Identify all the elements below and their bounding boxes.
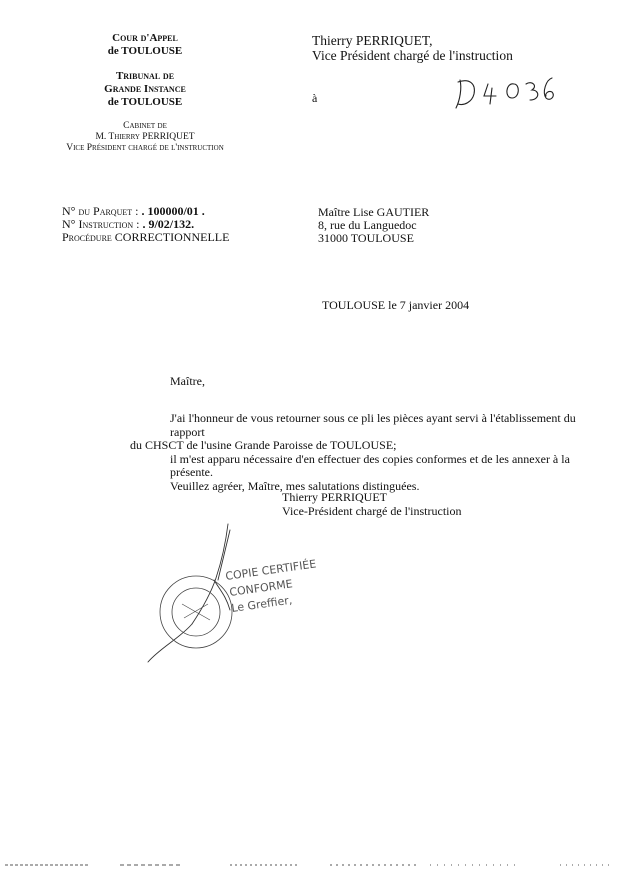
- sender-name: Thierry PERRIQUET,: [312, 33, 433, 48]
- greeting: Maître,: [170, 374, 205, 388]
- parquet-label: N° du Parquet :: [62, 204, 142, 218]
- court-line-2: de TOULOUSE: [107, 45, 183, 57]
- cabinet-line-1: Cabinet de: [123, 121, 167, 131]
- body-paragraph-1: J'ai l'honneur de vous retourner sous ce pli les pièces ayant servi à l'établissement du rapport: [170, 411, 576, 439]
- handwritten-reference: [450, 70, 560, 110]
- signature-name: Thierry PERRIQUET: [282, 490, 387, 504]
- instruction-value: . 9/02/132.: [142, 217, 195, 231]
- letter-body: [130, 412, 600, 493]
- recipient-city: 31000 TOULOUSE: [318, 231, 414, 245]
- recipient-name: Maître Lise GAUTIER: [318, 205, 430, 219]
- scan-edge-line: [0, 860, 620, 870]
- cabinet-line-3: Vice Président chargé de l'instruction: [66, 143, 224, 153]
- signature-title: Vice-Président chargé de l'instruction: [282, 504, 462, 518]
- sender-a: à: [312, 91, 318, 105]
- body-paragraph-1-cont: du CHSCT de l'usine Grande Paroisse de TOULOUSE;: [130, 438, 397, 452]
- letter-date: TOULOUSE le 7 janvier 2004: [322, 298, 470, 312]
- tribunal-line-3: de TOULOUSE: [107, 96, 183, 108]
- signature-block: [282, 490, 462, 518]
- procedure-type: Procédure CORRECTIONNELLE: [62, 230, 230, 244]
- body-paragraph-2: il m'est apparu nécessaire d'en effectuer des copies conformes et de les annexer à la présente.: [170, 451, 570, 479]
- court-line-1: Cour d'Appel: [112, 32, 178, 44]
- tribunal-line-1: Tribunal de: [115, 70, 175, 82]
- parquet-value: . 100000/01 .: [141, 204, 205, 218]
- recipient-street: 8, rue du Languedoc: [318, 218, 417, 232]
- case-references: [62, 205, 229, 244]
- court-header: [30, 32, 260, 154]
- svg-text:Le Greffier,: Le Greffier,: [230, 593, 294, 615]
- cabinet-line-2: M. Thierry PERRIQUET: [95, 132, 195, 142]
- svg-text:CONFORME: CONFORME: [228, 577, 294, 599]
- instruction-label: N° Instruction :: [62, 217, 143, 231]
- sender-title: Vice Président chargé de l'instruction: [312, 48, 513, 63]
- body-paragraph-3: Veuillez agréer, Maître, mes salutations distinguées.: [170, 478, 420, 493]
- certified-copy-stamp: [130, 520, 330, 670]
- svg-text:COPIE CERTIFIÉE: COPIE CERTIFIÉE: [224, 557, 318, 583]
- tribunal-line-2: Grande Instance: [104, 83, 186, 95]
- sender-block: [312, 33, 513, 63]
- recipient-address: [318, 206, 429, 245]
